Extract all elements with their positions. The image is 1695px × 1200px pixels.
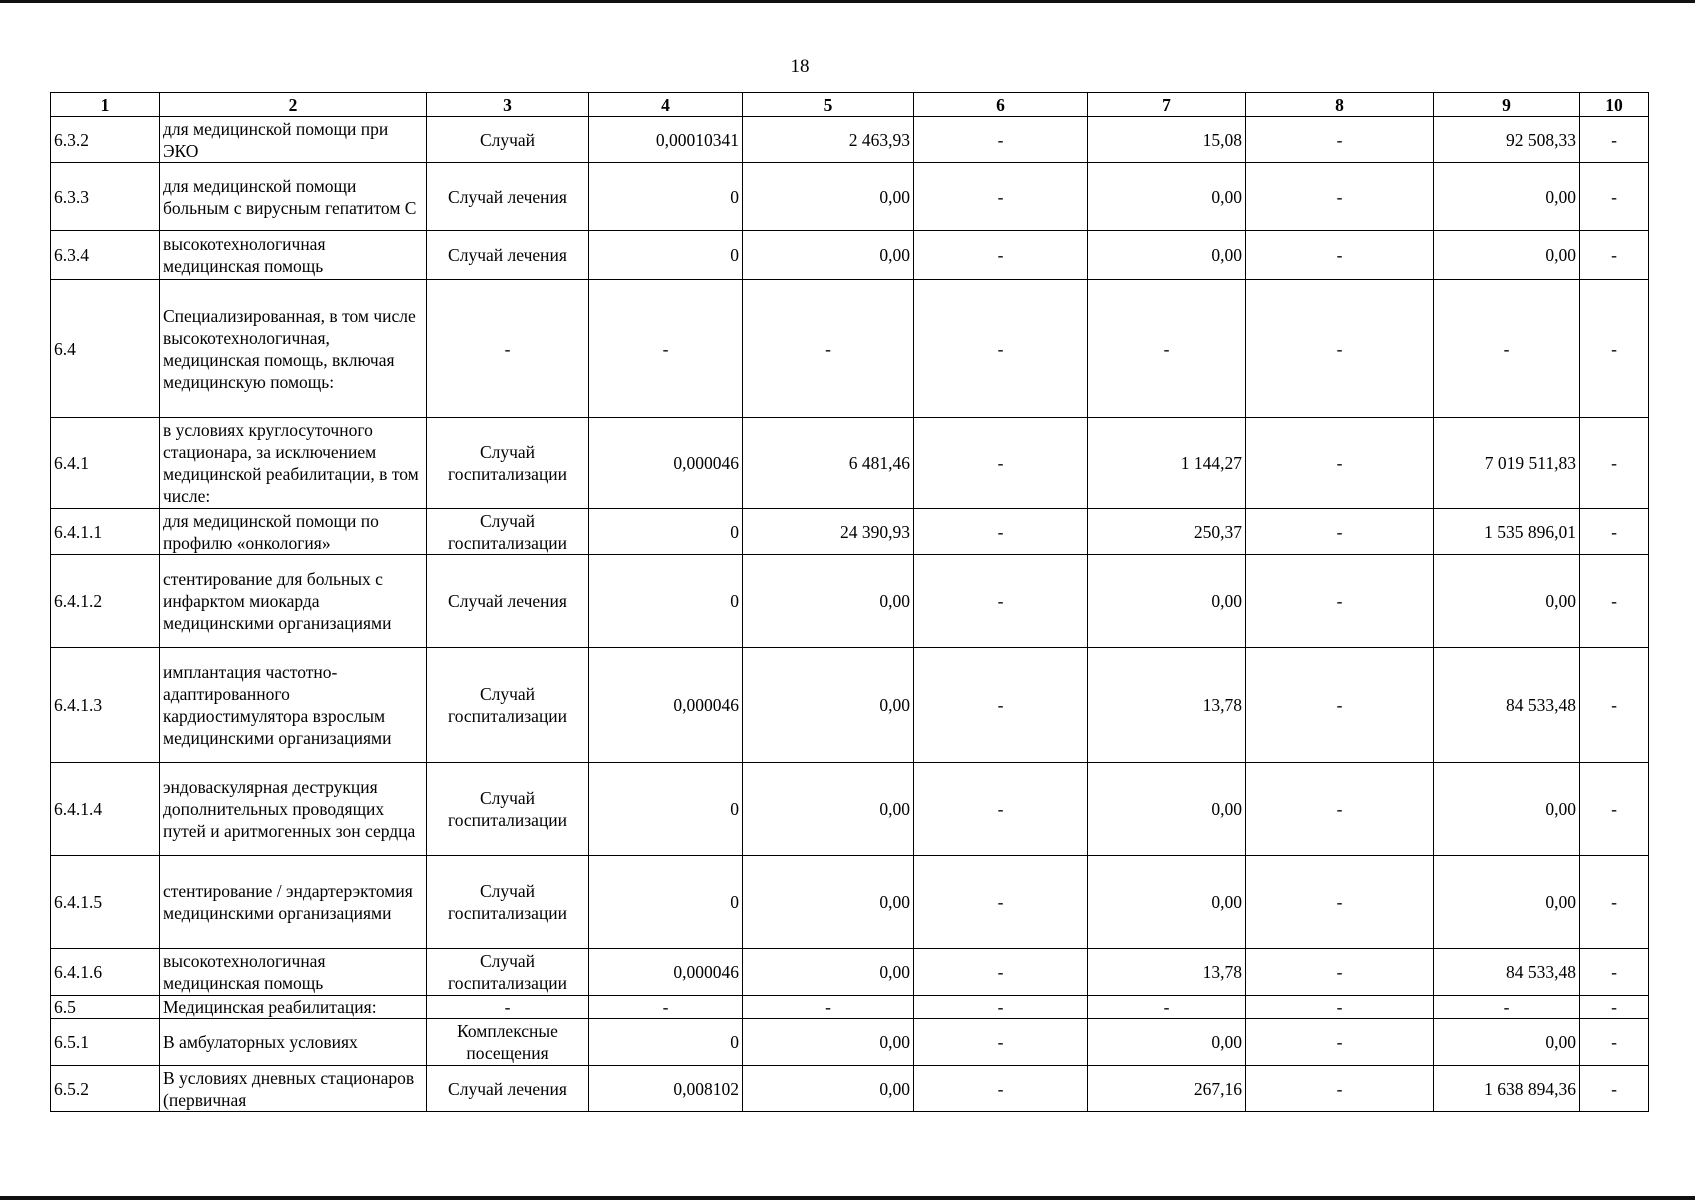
row-unit: Случай госпитализации — [427, 418, 589, 509]
cell-col4: 0,000046 — [589, 648, 743, 763]
cell-col5: 0,00 — [743, 763, 914, 856]
cell-col4: 0,00010341 — [589, 117, 743, 163]
cell-col4: 0,008102 — [589, 1066, 743, 1112]
cell-col8: - — [1246, 648, 1434, 763]
row-name: Специализированная, в том числе высокотехнологичная, медицинская помощь, включая медицинскую помощь: — [160, 280, 427, 418]
row-code: 6.3.4 — [51, 231, 160, 280]
cell-col8: - — [1246, 117, 1434, 163]
header-cell: 9 — [1434, 93, 1580, 117]
scan-edge-top — [0, 0, 1695, 3]
cell-col10: - — [1580, 280, 1649, 418]
table-row — [51, 856, 1649, 949]
cell-col5: 24 390,93 — [743, 509, 914, 555]
row-code: 6.3.2 — [51, 117, 160, 163]
cell-col8: - — [1246, 1019, 1434, 1066]
cell-col5: 0,00 — [743, 949, 914, 996]
table-row — [51, 996, 1649, 1019]
cell-col6: - — [914, 117, 1088, 163]
row-unit: Комплексные посещения — [427, 1019, 589, 1066]
row-code: 6.4 — [51, 280, 160, 418]
header-cell: 8 — [1246, 93, 1434, 117]
row-unit: - — [427, 280, 589, 418]
cell-col4: - — [589, 280, 743, 418]
table-row — [51, 763, 1649, 856]
cell-col10: - — [1580, 1019, 1649, 1066]
cell-col8: - — [1246, 996, 1434, 1019]
cell-col8: - — [1246, 555, 1434, 648]
cell-col7: - — [1088, 996, 1246, 1019]
cell-col7: - — [1088, 280, 1246, 418]
cell-col4: 0 — [589, 231, 743, 280]
cell-col9: - — [1434, 996, 1580, 1019]
row-name: имплантация частотно-адаптированного кардиостимулятора взрослым медицинскими организациями — [160, 648, 427, 763]
cell-col4: 0 — [589, 763, 743, 856]
cell-col5: - — [743, 280, 914, 418]
cell-col9: 0,00 — [1434, 763, 1580, 856]
row-code: 6.5.1 — [51, 1019, 160, 1066]
cell-col6: - — [914, 1019, 1088, 1066]
table-row — [51, 117, 1649, 163]
row-unit: Случай госпитализации — [427, 856, 589, 949]
row-code: 6.4.1.3 — [51, 648, 160, 763]
cell-col6: - — [914, 856, 1088, 949]
cell-col8: - — [1246, 763, 1434, 856]
cell-col4: 0 — [589, 555, 743, 648]
row-code: 6.4.1.5 — [51, 856, 160, 949]
table-row — [51, 1066, 1649, 1112]
row-unit: Случай госпитализации — [427, 509, 589, 555]
row-name: Медицинская реабилитация: — [160, 996, 427, 1019]
header-cell: 7 — [1088, 93, 1246, 117]
row-code: 6.4.1 — [51, 418, 160, 509]
cell-col7: 15,08 — [1088, 117, 1246, 163]
row-name: стентирование / эндартерэктомия медицинскими организациями — [160, 856, 427, 949]
cell-col7: 0,00 — [1088, 1019, 1246, 1066]
cell-col10: - — [1580, 418, 1649, 509]
row-code: 6.4.1.4 — [51, 763, 160, 856]
cell-col4: 0 — [589, 163, 743, 231]
header-cell: 2 — [160, 93, 427, 117]
table-header-row — [51, 93, 1649, 117]
cell-col5: 0,00 — [743, 1019, 914, 1066]
cell-col7: 0,00 — [1088, 763, 1246, 856]
row-code: 6.5.2 — [51, 1066, 160, 1112]
header-cell: 6 — [914, 93, 1088, 117]
cell-col8: - — [1246, 1066, 1434, 1112]
cell-col9: 7 019 511,83 — [1434, 418, 1580, 509]
cell-col4: 0 — [589, 856, 743, 949]
cell-col7: 0,00 — [1088, 856, 1246, 949]
cell-col8: - — [1246, 280, 1434, 418]
cell-col9: 0,00 — [1434, 1019, 1580, 1066]
table-row — [51, 280, 1649, 418]
cell-col6: - — [914, 996, 1088, 1019]
cell-col5: 0,00 — [743, 1066, 914, 1112]
row-unit: Случай лечения — [427, 555, 589, 648]
header-cell: 5 — [743, 93, 914, 117]
row-unit: Случай лечения — [427, 163, 589, 231]
cell-col5: - — [743, 996, 914, 1019]
cell-col10: - — [1580, 996, 1649, 1019]
cell-col5: 0,00 — [743, 555, 914, 648]
cell-col4: 0 — [589, 1019, 743, 1066]
row-name: в условиях круглосуточного стационара, за исключением медицинской реабилитации, в том числе: — [160, 418, 427, 509]
cell-col8: - — [1246, 163, 1434, 231]
cell-col7: 250,37 — [1088, 509, 1246, 555]
cell-col9: 1 535 896,01 — [1434, 509, 1580, 555]
cell-col10: - — [1580, 555, 1649, 648]
cell-col5: 0,00 — [743, 231, 914, 280]
table-row — [51, 648, 1649, 763]
cell-col8: - — [1246, 231, 1434, 280]
row-name: высокотехнологичная медицинская помощь — [160, 949, 427, 996]
cell-col6: - — [914, 280, 1088, 418]
cell-col10: - — [1580, 117, 1649, 163]
row-unit: Случай госпитализации — [427, 949, 589, 996]
cell-col9: 0,00 — [1434, 163, 1580, 231]
cell-col7: 267,16 — [1088, 1066, 1246, 1112]
cell-col6: - — [914, 949, 1088, 996]
cell-col9: 0,00 — [1434, 231, 1580, 280]
cell-col8: - — [1246, 856, 1434, 949]
row-name: для медицинской помощи по профилю «онкология» — [160, 509, 427, 555]
cell-col9: 92 508,33 — [1434, 117, 1580, 163]
cell-col7: 13,78 — [1088, 648, 1246, 763]
cell-col7: 1 144,27 — [1088, 418, 1246, 509]
row-unit: Случай лечения — [427, 231, 589, 280]
row-unit: Случай лечения — [427, 1066, 589, 1112]
cell-col7: 0,00 — [1088, 555, 1246, 648]
cell-col9: 0,00 — [1434, 856, 1580, 949]
cell-col10: - — [1580, 648, 1649, 763]
cell-col7: 0,00 — [1088, 231, 1246, 280]
cell-col8: - — [1246, 509, 1434, 555]
cell-col8: - — [1246, 418, 1434, 509]
cell-col5: 2 463,93 — [743, 117, 914, 163]
row-code: 6.3.3 — [51, 163, 160, 231]
cell-col5: 0,00 — [743, 856, 914, 949]
cell-col6: - — [914, 1066, 1088, 1112]
data-table — [50, 92, 1649, 1112]
row-name: высокотехнологичная медицинская помощь — [160, 231, 427, 280]
cell-col10: - — [1580, 1066, 1649, 1112]
cell-col4: 0,000046 — [589, 949, 743, 996]
cell-col10: - — [1580, 231, 1649, 280]
cell-col9: 84 533,48 — [1434, 949, 1580, 996]
row-name: В условиях дневных стационаров (первичная — [160, 1066, 427, 1112]
row-code: 6.4.1.6 — [51, 949, 160, 996]
cell-col10: - — [1580, 856, 1649, 949]
cell-col9: 84 533,48 — [1434, 648, 1580, 763]
cell-col5: 0,00 — [743, 163, 914, 231]
cell-col6: - — [914, 555, 1088, 648]
cell-col10: - — [1580, 763, 1649, 856]
row-name: для медицинской помощи больным с вирусным гепатитом С — [160, 163, 427, 231]
row-unit: Случай — [427, 117, 589, 163]
table-row — [51, 418, 1649, 509]
row-unit: - — [427, 996, 589, 1019]
cell-col6: - — [914, 163, 1088, 231]
row-name: В амбулаторных условиях — [160, 1019, 427, 1066]
table-row — [51, 949, 1649, 996]
row-name: эндоваскулярная деструкция дополнительных проводящих путей и аритмогенных зон сердца — [160, 763, 427, 856]
table-row — [51, 1019, 1649, 1066]
row-name: стентирование для больных с инфарктом миокарда медицинскими организациями — [160, 555, 427, 648]
cell-col6: - — [914, 509, 1088, 555]
table-row — [51, 163, 1649, 231]
cell-col6: - — [914, 231, 1088, 280]
row-code: 6.4.1.2 — [51, 555, 160, 648]
cell-col7: 13,78 — [1088, 949, 1246, 996]
cell-col8: - — [1246, 949, 1434, 996]
table-row — [51, 555, 1649, 648]
row-name: для медицинской помощи при ЭКО — [160, 117, 427, 163]
table-row — [51, 509, 1649, 555]
scan-edge-bottom — [0, 1196, 1695, 1200]
cell-col5: 6 481,46 — [743, 418, 914, 509]
table-row — [51, 231, 1649, 280]
cell-col5: 0,00 — [743, 648, 914, 763]
cell-col10: - — [1580, 509, 1649, 555]
cell-col6: - — [914, 648, 1088, 763]
cell-col6: - — [914, 418, 1088, 509]
cell-col7: 0,00 — [1088, 163, 1246, 231]
cell-col10: - — [1580, 163, 1649, 231]
row-unit: Случай госпитализации — [427, 648, 589, 763]
row-unit: Случай госпитализации — [427, 763, 589, 856]
page-number: 18 — [790, 56, 810, 77]
row-code: 6.5 — [51, 996, 160, 1019]
header-cell: 1 — [51, 93, 160, 117]
cell-col9: - — [1434, 280, 1580, 418]
cell-col6: - — [914, 763, 1088, 856]
row-code: 6.4.1.1 — [51, 509, 160, 555]
cell-col4: 0,000046 — [589, 418, 743, 509]
cell-col4: 0 — [589, 509, 743, 555]
header-cell: 3 — [427, 93, 589, 117]
cell-col9: 0,00 — [1434, 555, 1580, 648]
cell-col9: 1 638 894,36 — [1434, 1066, 1580, 1112]
header-cell: 10 — [1580, 93, 1649, 117]
cell-col10: - — [1580, 949, 1649, 996]
cell-col4: - — [589, 996, 743, 1019]
header-cell: 4 — [589, 93, 743, 117]
